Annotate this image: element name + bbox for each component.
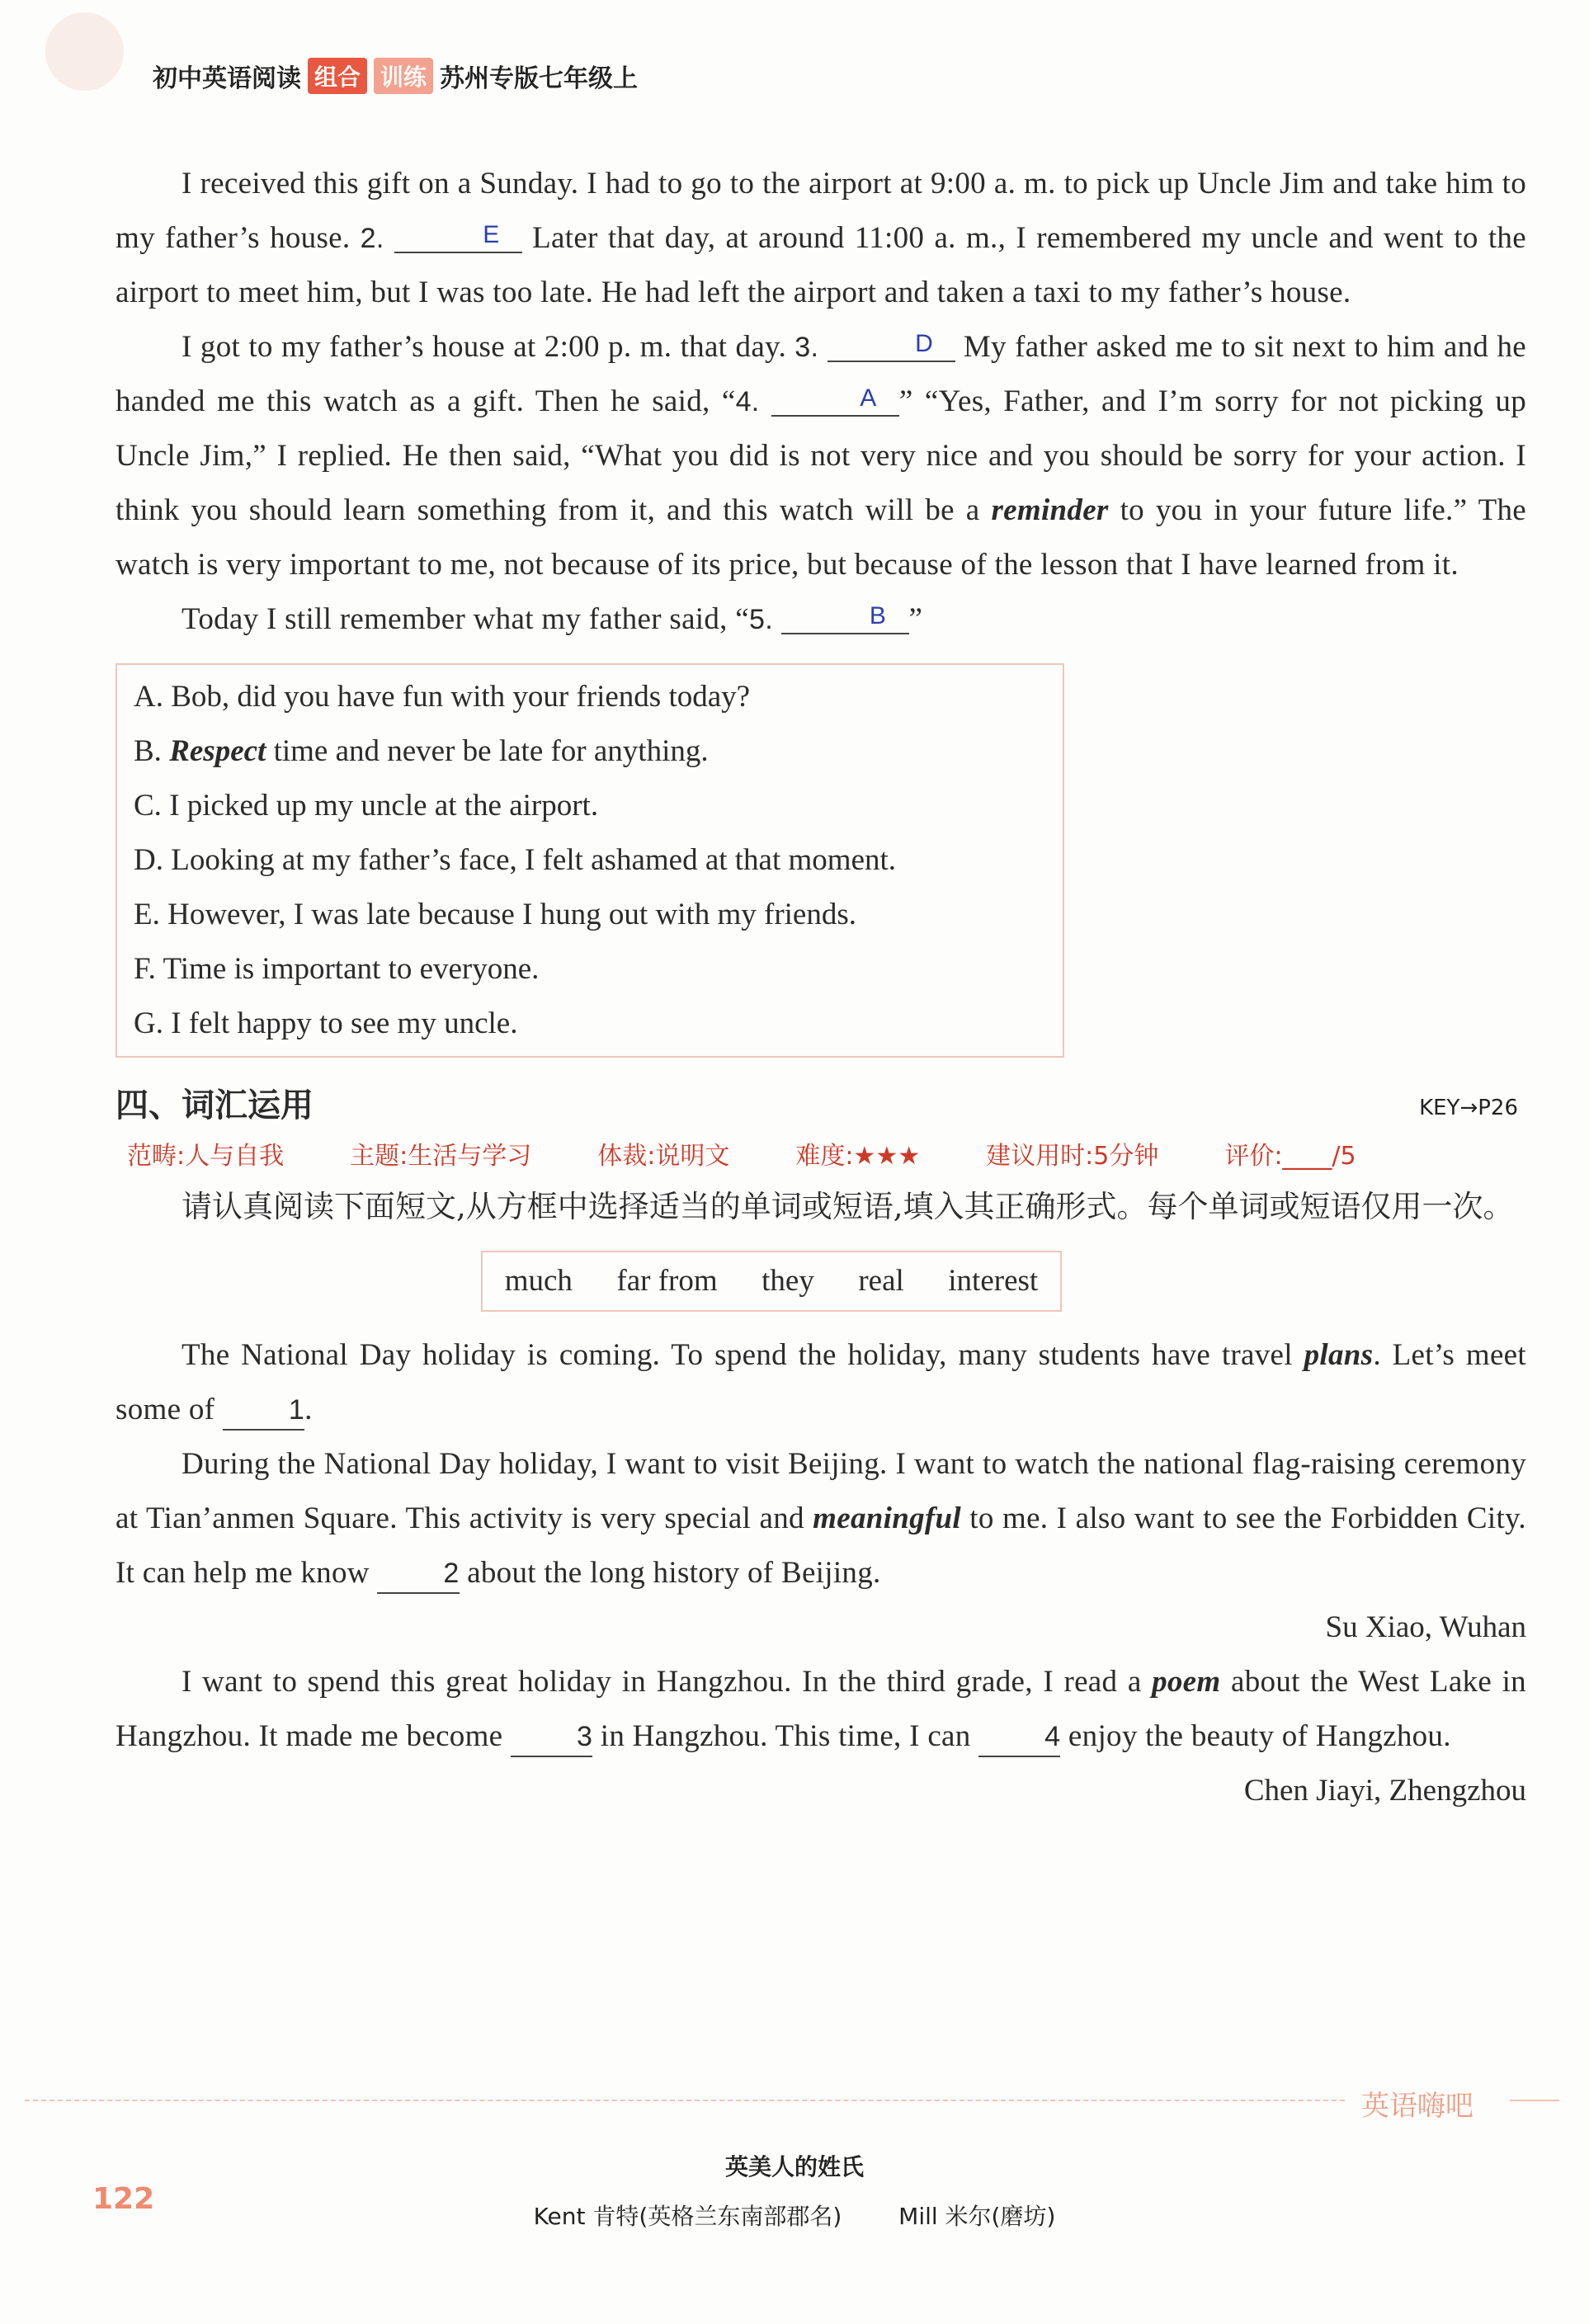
options-box xyxy=(116,663,1064,1058)
passage1-para3 xyxy=(116,592,1526,647)
word-item: interest xyxy=(948,1264,1039,1298)
footnote-mill: Mill 米尔(磨坊) xyxy=(898,2203,1056,2230)
instruction: 请认真阅读下面短文,从方框中选择适当的单词或短语,填入其正确形式。每个单词或短语仅用一次。 xyxy=(182,1189,1514,1224)
passage2-para1 xyxy=(116,1328,1526,1437)
option-a: A. Bob, did you have fun with your friends today? xyxy=(134,680,751,714)
tag-combo: 组合 xyxy=(308,58,367,94)
meta-eval: 评价:____/5 xyxy=(1224,1142,1356,1171)
option-e: E. However, I was late because I hung out with my friends. xyxy=(134,898,856,931)
fill-blank-1[interactable]: 1 xyxy=(223,1391,304,1431)
text: . Let’s meet some of xyxy=(116,1338,1526,1426)
section-title: 四、词汇运用 xyxy=(116,1086,314,1124)
word-box xyxy=(481,1251,1062,1312)
text: I got to my father’s house at 2:00 p. m. that day. xyxy=(182,330,787,364)
answer-blank-2[interactable]: E xyxy=(394,219,522,253)
option-c: C. I picked up my uncle at the airport. xyxy=(134,789,599,823)
answer-blank-5[interactable]: B xyxy=(781,600,909,634)
text: ” xyxy=(908,602,923,636)
fill-blank-4[interactable]: 4 xyxy=(978,1718,1060,1757)
footnote-title: 英美人的姓氏 xyxy=(724,2153,864,2180)
title-main: 初中英语阅读 xyxy=(153,64,301,93)
word-item: far from xyxy=(616,1264,718,1298)
meta-genre: 体裁:说明文 xyxy=(597,1142,730,1171)
answer-blank-3[interactable]: D xyxy=(828,328,955,362)
word-item: they xyxy=(761,1264,814,1298)
key-word: reminder xyxy=(991,493,1109,527)
text: to me. I also want to see the Forbidden City. It can help me know xyxy=(116,1501,1526,1590)
text: The National Day holiday is coming. To spend the holiday, many students have travel xyxy=(182,1338,1293,1372)
option-f: F. Time is important to everyone. xyxy=(134,952,540,986)
text: I received this gift on a Sunday. I had to go to the airport at 9:00 a. m. to pick up Uncle Jim and take him to my father’s house. xyxy=(116,167,1526,255)
question-number: 2. xyxy=(360,223,384,254)
author-signature: Chen Jiayi, Zhengzhou xyxy=(1243,1774,1526,1808)
meta-time: 建议用时:5分钟 xyxy=(986,1142,1159,1171)
question-number: 4. xyxy=(735,386,760,417)
text: about the West Lake in Hangzhou. It made me become xyxy=(116,1665,1526,1753)
text: ” “Yes, Father, and I’m sorry for not picking up Uncle Jim,” I replied. He then said, “What you did is not very nice and you should be sorry for your action. I think you should learn something from it, and this watch will be a xyxy=(116,384,1526,527)
passage1-para2 xyxy=(116,320,1526,592)
footnote-kent: Kent 肯特(英格兰东南部郡名) xyxy=(533,2203,842,2230)
meta-domain: 范畴:人与自我 xyxy=(127,1142,285,1171)
author-signature: Su Xiao, Wuhan xyxy=(1325,1610,1526,1644)
answer-key-link[interactable]: KEY→P26 xyxy=(1419,1096,1518,1120)
text: My father asked me to sit next to him and he handed me this watch as a gift. Then he said, “ xyxy=(116,330,1526,418)
meta-theme: 主题:生活与学习 xyxy=(350,1142,532,1171)
book-title xyxy=(153,58,638,94)
text: about the long history of Beijing. xyxy=(467,1556,881,1590)
text: . xyxy=(304,1393,313,1426)
question-number: 5. xyxy=(749,604,773,635)
page-number: 122 xyxy=(92,2182,155,2216)
key-word: poem xyxy=(1152,1665,1221,1699)
key-word: plans xyxy=(1304,1338,1374,1372)
option-g: G. I felt happy to see my uncle. xyxy=(134,1006,518,1040)
page-header xyxy=(0,0,1589,115)
tag-training: 训练 xyxy=(374,58,433,94)
text: During the National Day holiday, I want to visit Beijing. I want to watch the national flag-raising ceremony at Tian’anmen Square. This activity is very special and xyxy=(116,1447,1526,1535)
text: Today I still remember what my father said, “ xyxy=(182,602,749,636)
word-item: much xyxy=(504,1264,573,1298)
answer-blank-4[interactable]: A xyxy=(771,382,899,417)
option-d: D. Looking at my father’s face, I felt ashamed at that moment. xyxy=(134,843,897,877)
passage1-para1 xyxy=(116,157,1526,320)
footer-divider-right xyxy=(1510,2100,1559,2101)
passage2-para3 xyxy=(116,1655,1526,1764)
question-number: 3. xyxy=(794,332,819,363)
text: in Hangzhou. This time, I can xyxy=(600,1719,971,1753)
meta-difficulty: 难度:★★★ xyxy=(795,1142,921,1171)
passage2-para2 xyxy=(116,1437,1526,1600)
footer-brand: 英语嗨吧 xyxy=(1361,2090,1473,2123)
key-word: meaningful xyxy=(813,1501,961,1535)
footnote xyxy=(0,2199,1589,2232)
footer-divider xyxy=(25,2100,1345,2101)
fill-blank-2[interactable]: 2 xyxy=(377,1554,459,1594)
section-heading xyxy=(116,1071,1526,1129)
text: Later that day, at around 11:00 a. m., I remembered my uncle and went to the airport to meet him, but I was too late. He had left the airport and taken a taxi to my father’s house. xyxy=(116,221,1526,309)
logo-icon xyxy=(45,12,124,91)
title-sub: 苏州专版七年级上 xyxy=(440,64,639,93)
word-item: real xyxy=(858,1264,904,1298)
fill-blank-3[interactable]: 3 xyxy=(511,1718,592,1757)
main-content xyxy=(116,157,1526,1818)
text: to you in your future life.” The watch is very important to me, not because of its price, but because of the lesson that I have learned from it. xyxy=(116,493,1526,582)
text: enjoy the beauty of Hangzhou. xyxy=(1068,1719,1451,1753)
exercise-meta xyxy=(116,1135,1526,1171)
option-b: B. Respect time and never be late for anything. xyxy=(134,734,709,768)
text: I want to spend this great holiday in Hangzhou. In the third grade, I read a xyxy=(182,1665,1142,1699)
